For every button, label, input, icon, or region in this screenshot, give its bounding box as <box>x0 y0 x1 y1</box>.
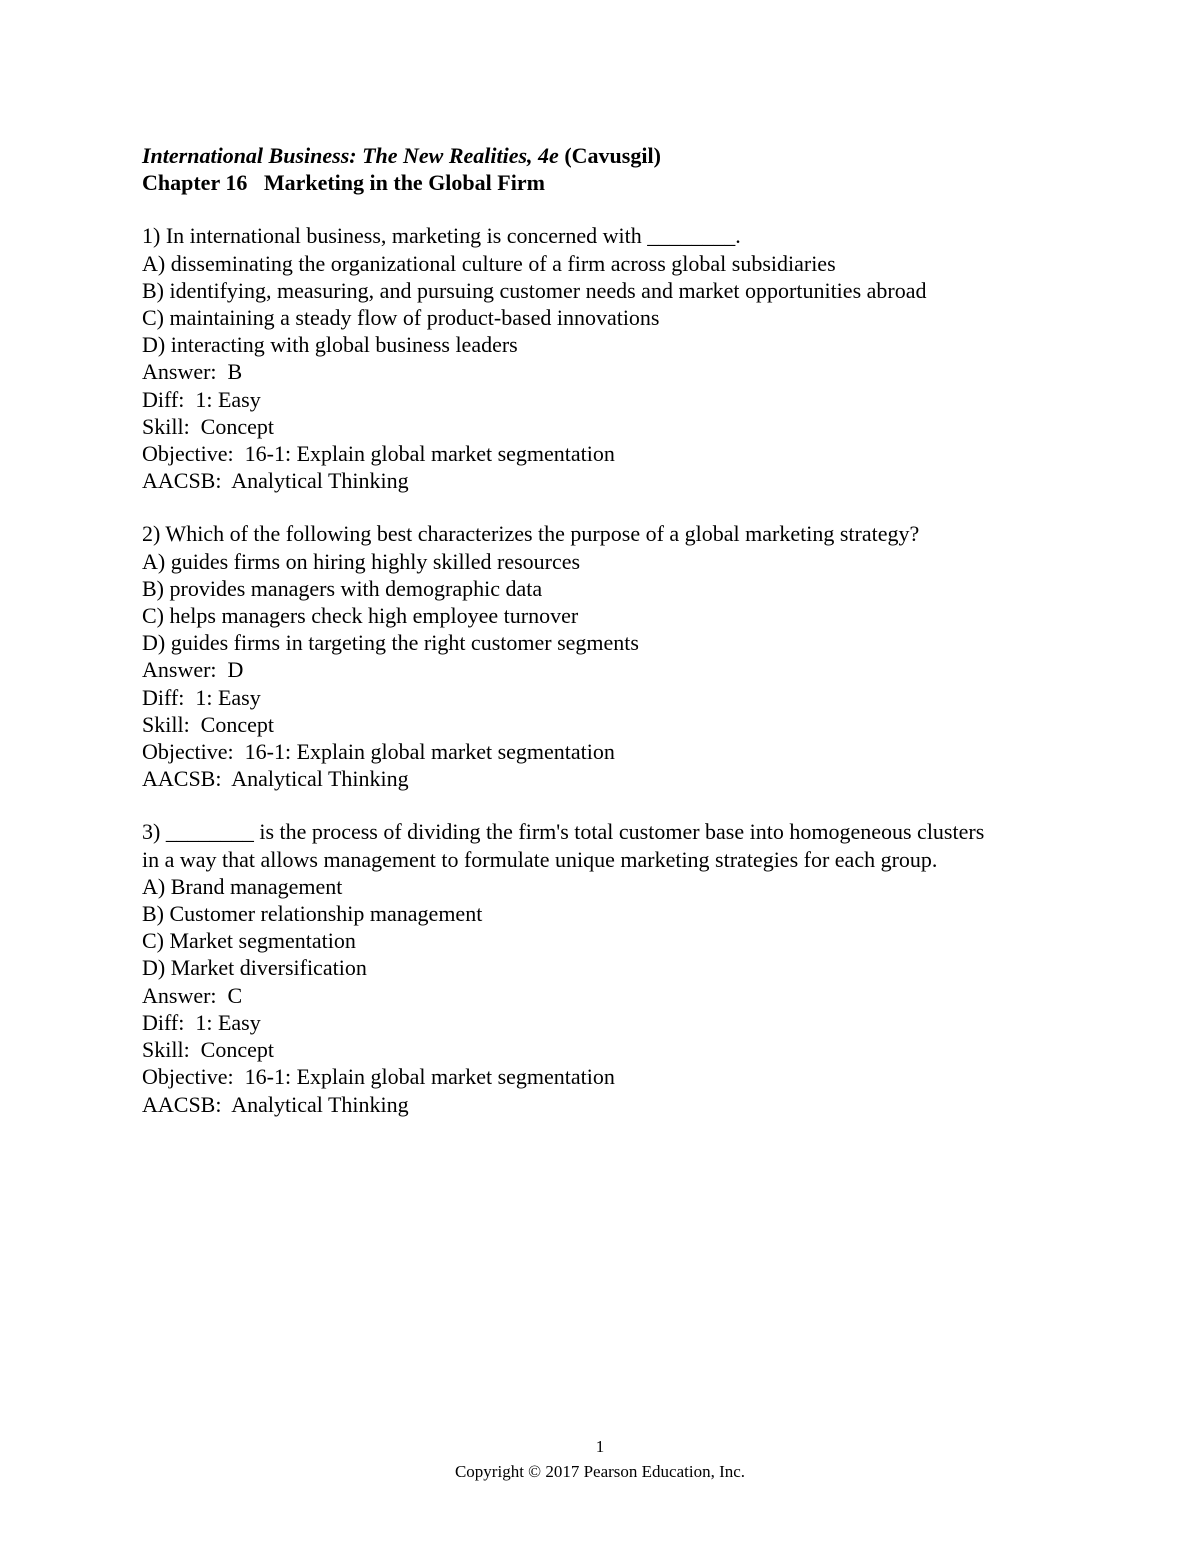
skill: Skill: Concept <box>142 1037 274 1063</box>
book-author: (Cavusgil) <box>564 143 661 168</box>
answer-option: B) provides managers with demographic data <box>142 575 543 601</box>
question-stem: 3) ________ is the process of dividing the firm's total customer base into homogeneous clusters <box>142 819 985 845</box>
book-title-line <box>142 142 1062 169</box>
objective: Objective: 16-1: Explain global market segmentation <box>142 739 615 765</box>
aacsb: AACSB: Analytical Thinking <box>142 766 409 792</box>
aacsb: AACSB: Analytical Thinking <box>142 468 409 494</box>
answer-option: C) Market segmentation <box>142 928 356 954</box>
page-number: 1 <box>595 1437 605 1456</box>
spacer <box>142 494 1062 520</box>
answer-option: B) identifying, measuring, and pursuing customer needs and market opportunities abroad <box>142 277 927 303</box>
answer-option: A) Brand management <box>142 873 343 899</box>
question-stem: 2) Which of the following best characterizes the purpose of a global marketing strategy? <box>142 521 920 547</box>
answer-key: Answer: D <box>142 657 244 683</box>
difficulty: Diff: 1: Easy <box>142 386 261 412</box>
answer-key: Answer: B <box>142 359 243 385</box>
answer-option: D) Market diversification <box>142 955 367 981</box>
answer-option: C) helps managers check high employee turnover <box>142 603 579 629</box>
answer-option: C) maintaining a steady flow of product-based innovations <box>142 305 660 331</box>
answer-option: A) disseminating the organizational culture of a firm across global subsidiaries <box>142 250 836 276</box>
question-stem: 1) In international business, marketing is concerned with ________. <box>142 223 741 249</box>
skill: Skill: Concept <box>142 413 274 439</box>
question-stem-continued: in a way that allows management to formulate unique marketing strategies for each group. <box>142 846 938 872</box>
difficulty: Diff: 1: Easy <box>142 1009 261 1035</box>
spacer <box>142 196 1062 222</box>
aacsb: AACSB: Analytical Thinking <box>142 1091 409 1117</box>
answer-option: D) guides firms in targeting the right customer segments <box>142 630 639 656</box>
chapter-title: Chapter 16 Marketing in the Global Firm <box>142 170 545 196</box>
answer-option: B) Customer relationship management <box>142 901 483 927</box>
objective: Objective: 16-1: Explain global market segmentation <box>142 1064 615 1090</box>
skill: Skill: Concept <box>142 711 274 737</box>
answer-key: Answer: C <box>142 982 243 1008</box>
book-title: International Business: The New Realities, 4e <box>142 143 559 168</box>
difficulty: Diff: 1: Easy <box>142 684 261 710</box>
answer-option: A) guides firms on hiring highly skilled resources <box>142 548 581 574</box>
question-block <box>142 520 1062 792</box>
document-page <box>142 142 1062 1118</box>
question-block <box>142 818 1062 1117</box>
copyright-notice: Copyright © 2017 Pearson Education, Inc. <box>454 1462 746 1481</box>
answer-option: D) interacting with global business leaders <box>142 332 518 358</box>
objective: Objective: 16-1: Explain global market segmentation <box>142 441 615 467</box>
spacer <box>142 792 1062 818</box>
question-block <box>142 222 1062 494</box>
